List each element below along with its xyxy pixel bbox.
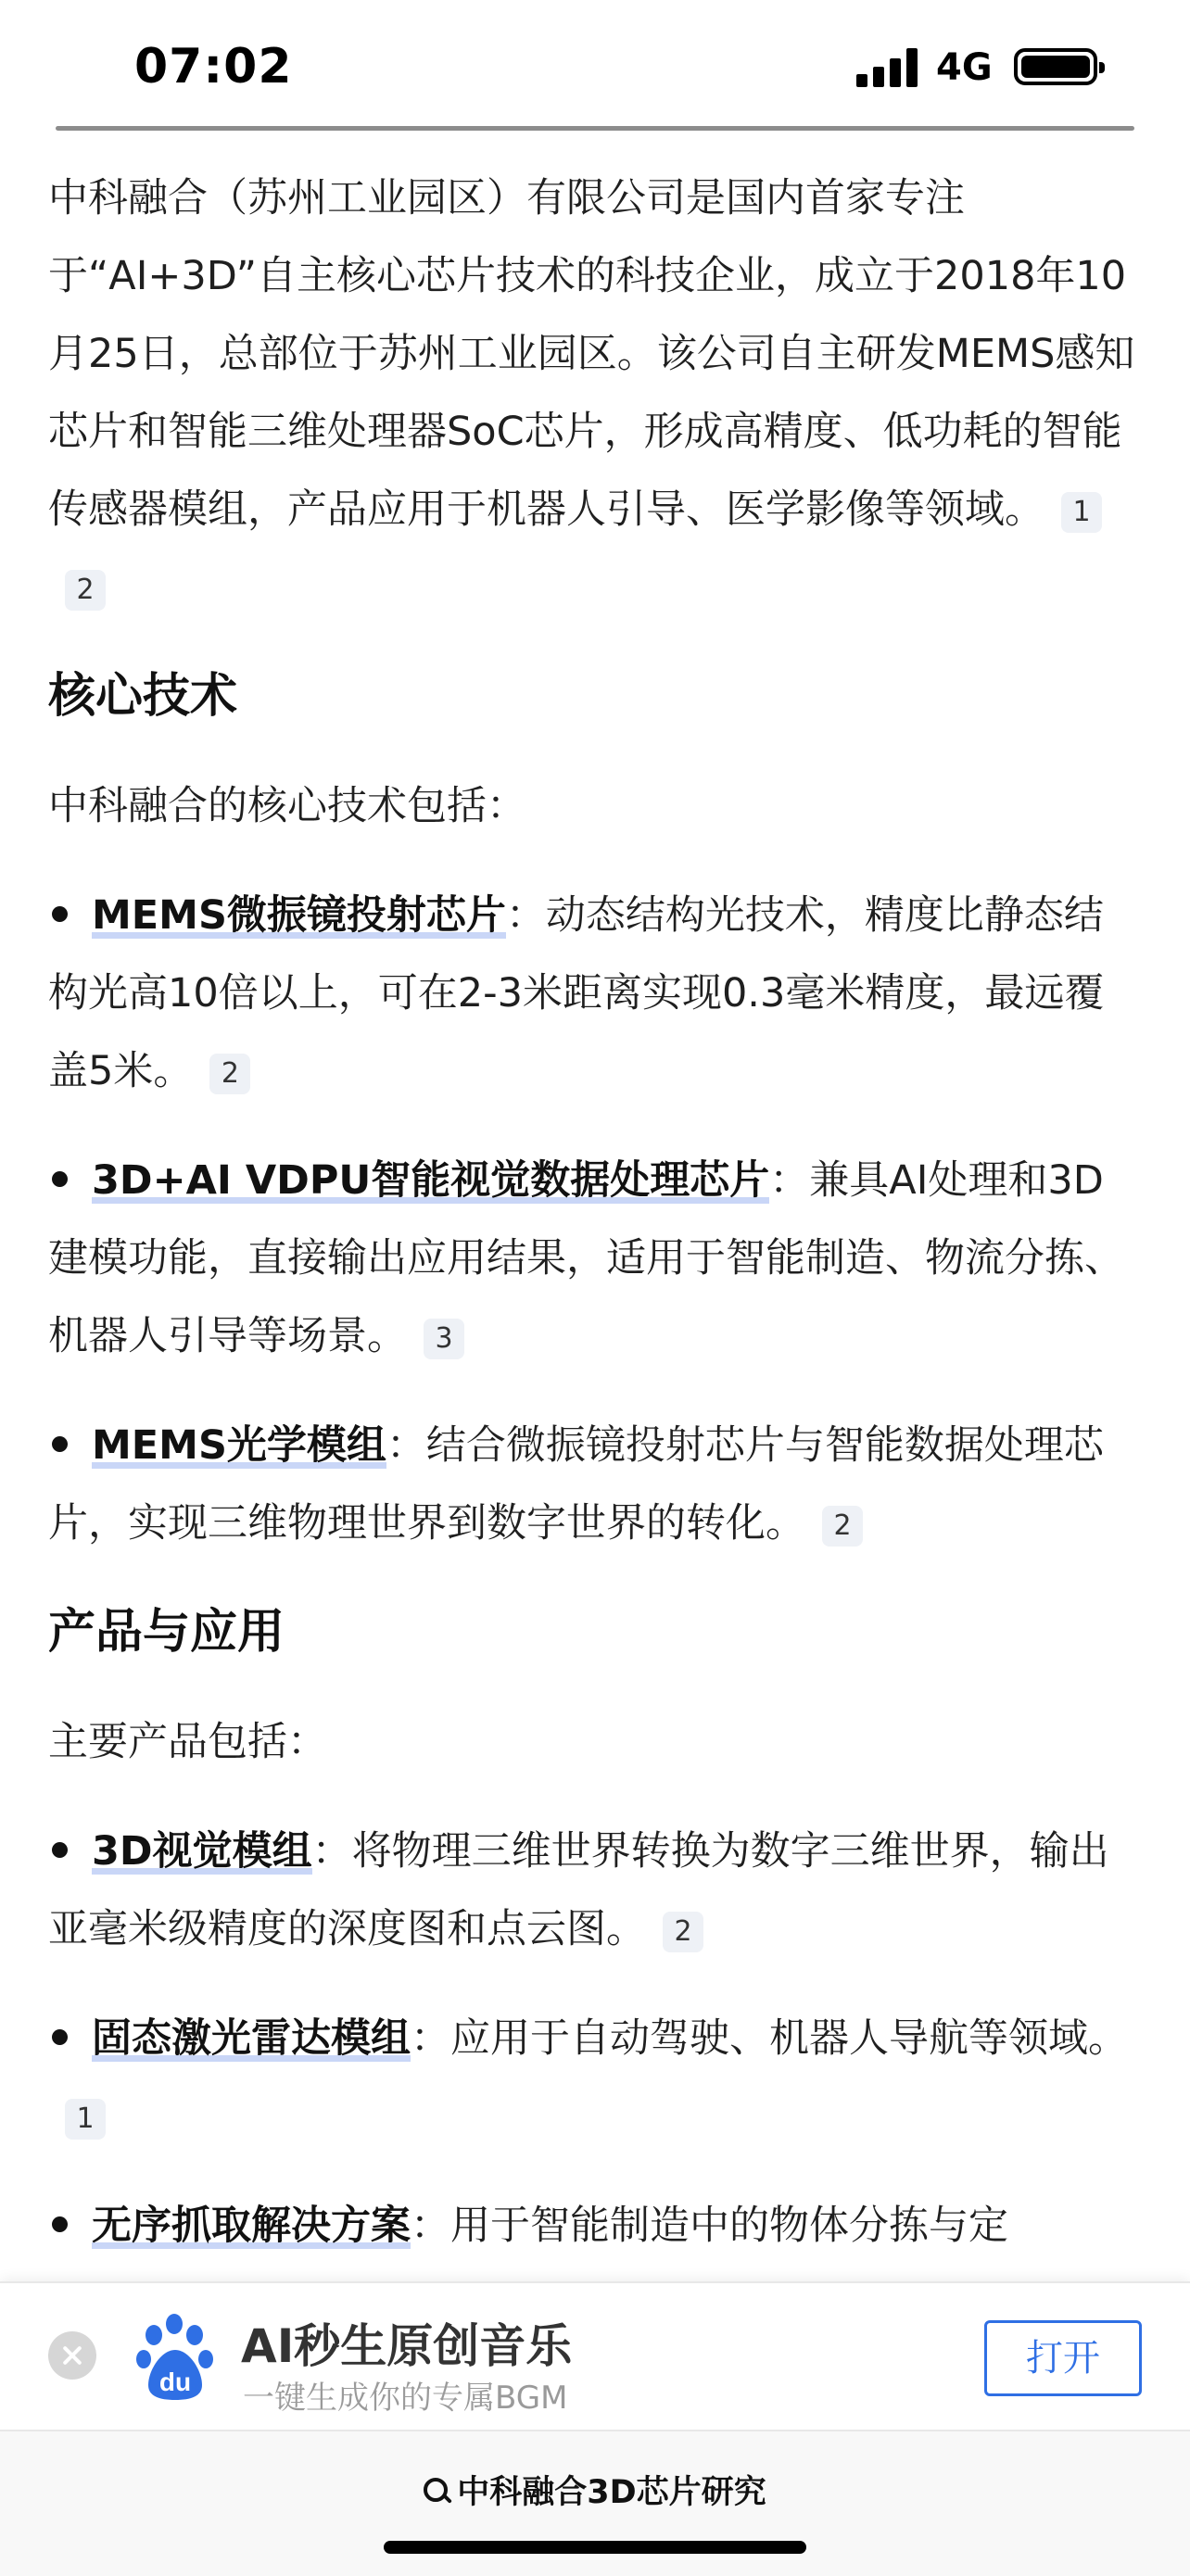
bullet-icon bbox=[52, 1171, 68, 1187]
bullet-icon bbox=[52, 1842, 68, 1858]
list-item bbox=[48, 2000, 1142, 2155]
term-link[interactable]: 3D+AI VDPU智能视觉数据处理芯片 bbox=[92, 1157, 770, 1204]
home-indicator[interactable] bbox=[384, 2541, 806, 2554]
list-item bbox=[48, 877, 1142, 1110]
bottom-search-bar[interactable] bbox=[0, 2430, 1190, 2576]
open-app-button[interactable]: 打开 bbox=[984, 2320, 1142, 2396]
term-link[interactable]: MEMS光学模组 bbox=[92, 1422, 386, 1469]
banner-subtitle: 一键生成你的专属BGM bbox=[243, 2380, 568, 2417]
list-item bbox=[48, 2187, 1142, 2265]
list-item bbox=[48, 1142, 1142, 1375]
citation-badge[interactable]: 2 bbox=[65, 570, 106, 611]
article-content bbox=[48, 159, 1142, 2265]
logo-text: du bbox=[158, 2368, 192, 2396]
search-query-text: 中科融合3D芯片研究 bbox=[457, 2474, 766, 2511]
list-item-text: ：用于智能制造中的物体分拣与定 bbox=[411, 2203, 1008, 2249]
list-item bbox=[48, 1812, 1142, 1968]
citation-badge[interactable]: 1 bbox=[1061, 492, 1102, 533]
bullet-icon bbox=[52, 906, 68, 922]
citation-badge[interactable]: 3 bbox=[424, 1319, 464, 1359]
citation-badge[interactable]: 2 bbox=[209, 1054, 250, 1094]
status-time: 07:02 bbox=[134, 39, 293, 95]
banner-title: AI秒生原创音乐 bbox=[241, 2319, 573, 2373]
bullet-icon bbox=[52, 2216, 68, 2232]
bullet-icon bbox=[52, 1436, 68, 1452]
status-bar bbox=[0, 0, 1190, 130]
list-item-text: ：应用于自动驾驶、机器人导航等领域。 bbox=[411, 2015, 1128, 2062]
term-link[interactable]: 无序抓取解决方案 bbox=[92, 2203, 411, 2249]
term-link[interactable]: MEMS微振镜投射芯片 bbox=[92, 892, 506, 939]
cellular-signal-icon bbox=[856, 48, 919, 87]
citation-badge[interactable]: 2 bbox=[822, 1506, 863, 1547]
search-icon bbox=[424, 2478, 448, 2502]
list-item bbox=[48, 1407, 1142, 1562]
baidu-paw-logo-icon bbox=[135, 2313, 215, 2402]
close-banner-button[interactable] bbox=[48, 2331, 96, 2380]
section-lead: 主要产品包括： bbox=[48, 1719, 327, 1765]
term-link[interactable]: 3D视觉模组 bbox=[92, 1828, 312, 1875]
header-divider bbox=[56, 126, 1134, 131]
search-query[interactable] bbox=[0, 2467, 1190, 2513]
intro-paragraph bbox=[48, 159, 1142, 626]
term-link[interactable]: 固态激光雷达模组 bbox=[92, 2015, 411, 2062]
citation-badge[interactable]: 2 bbox=[663, 1912, 703, 1952]
list-item-text: ：兼具AI处理和3D建模功能，直接输出应用结果，适用于智能制造、物流分拣、机器人引导等场景。 bbox=[48, 1157, 1124, 1359]
list-item-text: ：结合微振镜投射芯片与智能数据处理芯片，实现三维物理世界到数字世界的转化。 bbox=[48, 1422, 1104, 1547]
list-item-text: ：动态结构光技术，精度比静态结构光高10倍以上，可在2-3米距离实现0.3毫米精度，最远覆盖5米。 bbox=[48, 892, 1105, 1094]
citation-badge[interactable]: 1 bbox=[65, 2099, 106, 2140]
section-heading-core-tech: 核心技术 bbox=[48, 669, 238, 724]
bullet-icon bbox=[52, 2029, 68, 2045]
list-item-text: ：将物理三维世界转换为数字三维世界，输出亚毫米级精度的深度图和点云图。 bbox=[48, 1828, 1109, 1952]
app-promo-banner[interactable] bbox=[0, 2281, 1190, 2431]
intro-text: 中科融合（苏州工业园区）有限公司是国内首家专注于“AI+3D”自主核心芯片技术的科技企业，成立于2018年10月25日，总部位于苏州工业园区。该公司自主研发MEMS感知芯片和智能三维处理器SoC芯片，形成高精度、低功耗的智能传感器模组，产品应用于机器人引导、医学影像等领域。 bbox=[48, 175, 1135, 533]
network-type: 4G bbox=[936, 46, 993, 89]
section-lead: 中科融合的核心技术包括： bbox=[48, 783, 526, 829]
section-heading-products: 产品与应用 bbox=[48, 1605, 285, 1660]
battery-icon bbox=[1014, 48, 1097, 85]
